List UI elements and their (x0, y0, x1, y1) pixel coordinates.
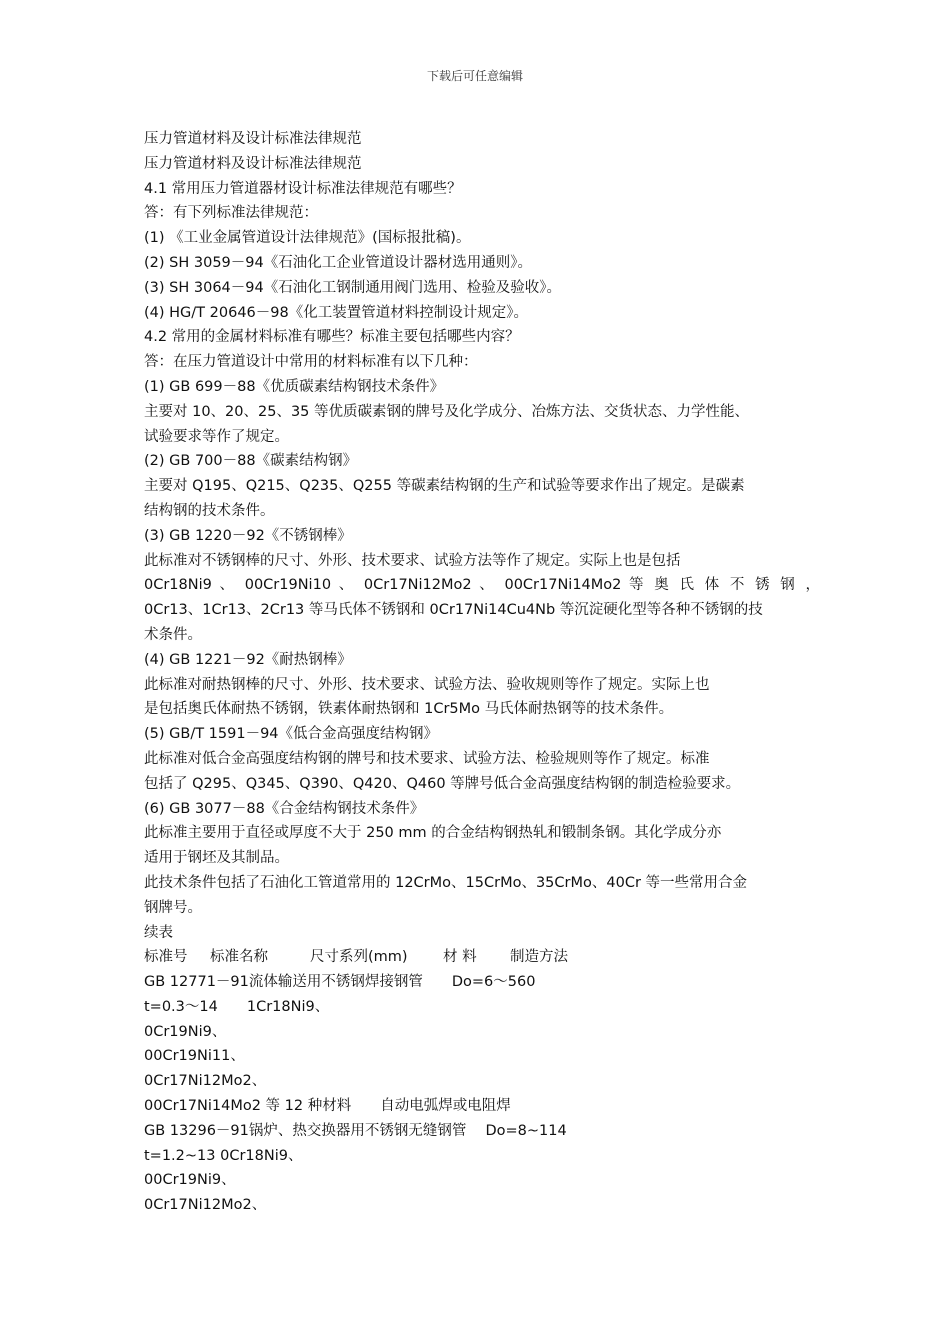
table-header-cell: 标准号 (144, 949, 188, 966)
standard-4-text: 是包括奥氏体耐热不锈钢，铁素体耐热钢和 1Cr5Mo 马氏体耐热钢等的技术条件。 (144, 701, 674, 718)
standard-5-text: 此标准对低合金高强度结构钢的牌号和技术要求、试验方法、检验规则等作了规定。标准 (144, 750, 710, 767)
standard-1-title: (1) GB 699－88《优质碳素结构钢技术条件》 (144, 378, 445, 395)
standard-3-text: 术条件。 (144, 626, 202, 643)
continued-label: 续表 (144, 924, 173, 941)
table-header-cell: 材 料 (443, 949, 477, 966)
table-row: 0Cr19Ni9、 (144, 1023, 227, 1040)
table-row: GB 13296－91锅炉、热交换器用不锈钢无缝钢管 Do=8~114 (144, 1122, 567, 1139)
standard-1-text: 主要对 10、20、25、35 等优质碳素钢的牌号及化学成分、冶炼方法、交货状态、力学性能、 (144, 403, 750, 420)
standard-6-text: 此标准主要用于直径或厚度不大于 250 mm 的合金结构钢热轧和锻制条钢。其化学成分亦 (144, 825, 722, 842)
table-row: 00Cr19Ni11、 (144, 1048, 245, 1065)
page-header: 下载后可任意编辑 (426, 69, 523, 83)
question-4-1: 4.1 常用压力管道器材设计标准法律规范有哪些？ (144, 180, 462, 197)
list-item-1: (1) 《工业金属管道设计法律规范》(国标报批稿)。 (144, 230, 471, 247)
standard-3-title: (3) GB 1220－92《不锈钢棒》 (144, 527, 352, 544)
list-item-2: (2) SH 3059－94《石油化工企业管道设计器材选用通则》。 (144, 254, 532, 271)
list-item-3: (3) SH 3064－94《石油化工钢制通用阀门选用、检验及验收》。 (144, 279, 561, 296)
standard-4-text: 此标准对耐热钢棒的尺寸、外形、技术要求、试验方法、验收规则等作了规定。实际上也 (144, 676, 710, 693)
standard-3-text: 此标准对不锈钢棒的尺寸、外形、技术要求、试验方法等作了规定。实际上也是包括 (144, 552, 681, 569)
table-row: 0Cr17Ni12Mo2、 (144, 1073, 267, 1090)
table-header-cell: 标准名称 (210, 949, 268, 966)
table-row: 00Cr19Ni9、 (144, 1172, 236, 1189)
table-header-cell: 制造方法 (510, 949, 568, 966)
question-4-2: 4.2 常用的金属材料标准有哪些？标准主要包括哪些内容？ (144, 329, 520, 346)
table-row: 0Cr17Ni12Mo2、 (144, 1197, 267, 1214)
standard-2-text: 结构钢的技术条件。 (144, 502, 275, 519)
standard-2-text: 主要对 Q195、Q215、Q235、Q255 等碳素结构钢的生产和试验等要求作出了规定。是碳素 (144, 478, 745, 495)
table-header (144, 945, 820, 970)
table-header-cell: 尺寸系列(mm) (310, 949, 408, 966)
answer-4-1: 答：有下列标准法律规范： (144, 205, 318, 222)
standard-5-text: 包括了 Q295、Q345、Q390、Q420、Q460 等牌号低合金高强度结构钢的制造检验要求。 (144, 775, 741, 792)
standard-6-note: 钢牌号。 (144, 899, 202, 916)
standard-5-title: (5) GB/T 1591－94《低合金高强度结构钢》 (144, 726, 439, 743)
standard-3-text: 0Cr18Ni9 、 00Cr19Ni10 、 0Cr17Ni12Mo2 、 00Cr17Ni14Mo2 等 奥 氏 体 不 锈 钢 ， (144, 577, 820, 594)
table-row: GB 12771－91流体输送用不锈钢焊接钢管 Do=6～560 (144, 974, 536, 991)
answer-4-2: 答：在压力管道设计中常用的材料标准有以下几种： (144, 354, 478, 371)
standard-4-title: (4) GB 1221－92《耐热钢棒》 (144, 651, 352, 668)
table-row: t=1.2~13 0Cr18Ni9、 (144, 1147, 303, 1164)
standard-1-text: 试验要求等作了规定。 (144, 428, 289, 445)
table-row: 00Cr17Ni14Mo2 等 12 种材料 自动电弧焊或电阻焊 (144, 1098, 511, 1115)
standard-2-title: (2) GB 700－88《碳素结构钢》 (144, 453, 358, 470)
document-body (144, 127, 820, 1218)
doc-subtitle: 压力管道材料及设计标准法律规范 (144, 155, 362, 172)
doc-title: 压力管道材料及设计标准法律规范 (144, 131, 362, 147)
standard-3-text: 0Cr13、1Cr13、2Cr13 等马氏体不锈钢和 0Cr17Ni14Cu4Nb 等沉淀硬化型等各种不锈钢的技 (144, 602, 763, 619)
table-row: t=0.3～14 1Cr18Ni9、 (144, 998, 330, 1015)
standard-6-note: 此技术条件包括了石油化工管道常用的 12CrMo、15CrMo、35CrMo、40Cr 等一些常用合金 (144, 874, 748, 891)
standard-6-text: 适用于钢坯及其制品。 (144, 850, 289, 867)
list-item-4: (4) HG/T 20646－98《化工装置管道材料控制设计规定》。 (144, 304, 528, 321)
standard-6-title: (6) GB 3077－88《合金结构钢技术条件》 (144, 800, 425, 817)
